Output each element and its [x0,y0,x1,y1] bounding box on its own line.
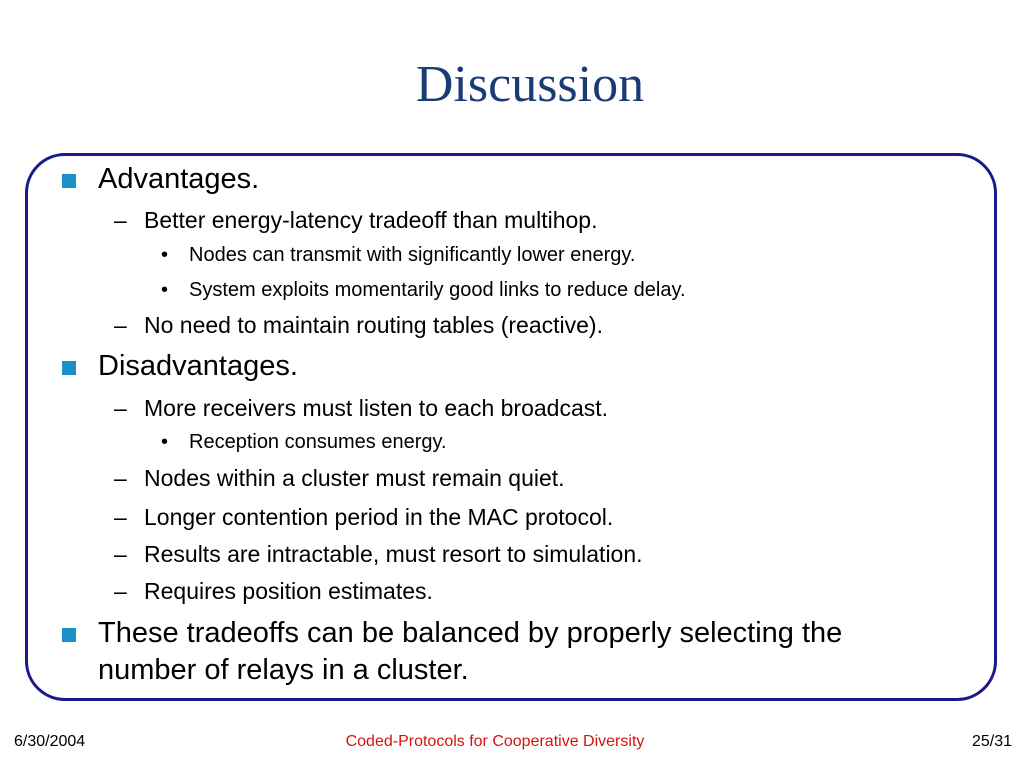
bullet-text: Better energy-latency tradeoff than multihop. [144,207,598,233]
dash-bullet-icon: – [114,395,127,421]
bullet-text: Results are intractable, must resort to simulation. [144,541,643,567]
dash-bullet-icon: – [114,465,127,491]
bullet-text: System exploits momentarily good links to reduce delay. [189,279,686,301]
square-bullet-icon [62,361,76,375]
sub-sub-bullet-item [161,244,636,267]
sub-sub-bullet-item [161,431,447,454]
bullet-text: Advantages. [98,163,260,195]
bullet-text: More receivers must listen to each broadcast. [144,395,609,421]
footer-date: 6/30/2004 [14,733,86,750]
bullet-text: Reception consumes energy. [189,431,447,453]
dash-bullet-icon: – [114,578,127,604]
dot-bullet-icon: • [161,244,169,266]
sub-bullet-item [114,541,643,568]
dot-bullet-icon: • [161,431,169,453]
bullet-text: Nodes within a cluster must remain quiet. [144,465,565,491]
sub-bullet-item [114,312,603,339]
bullet-text: Nodes can transmit with significantly lower energy. [189,244,636,266]
dash-bullet-icon: – [114,207,127,233]
square-bullet-icon [62,174,76,188]
bullet-item [98,163,259,196]
dash-bullet-icon: – [114,312,127,338]
bullet-text: Disadvantages. [98,350,298,382]
sub-bullet-item [114,578,433,605]
bullet-text: number of relays in a cluster. [98,654,469,686]
dash-bullet-icon: – [114,504,127,530]
footer-title: Coded-Protocols for Cooperative Diversity [345,733,645,750]
bullet-item-continuation [98,654,469,687]
bullet-text: Longer contention period in the MAC protocol. [144,504,614,530]
slide-title: Discussion [415,56,645,113]
square-bullet-icon [62,628,76,642]
sub-bullet-item [114,395,609,422]
sub-bullet-item [114,465,565,492]
bullet-item [98,350,298,383]
sub-bullet-item [114,207,598,234]
bullet-text: Requires position estimates. [144,578,433,604]
bullet-text: These tradeoffs can be balanced by properly selecting the [98,617,843,649]
dash-bullet-icon: – [114,541,127,567]
sub-sub-bullet-item [161,279,686,302]
bullet-text: No need to maintain routing tables (reactive). [144,312,603,338]
dot-bullet-icon: • [161,279,169,301]
bullet-item [98,617,842,650]
sub-bullet-item [114,504,614,531]
footer-page-number: 25/31 [971,733,1012,750]
